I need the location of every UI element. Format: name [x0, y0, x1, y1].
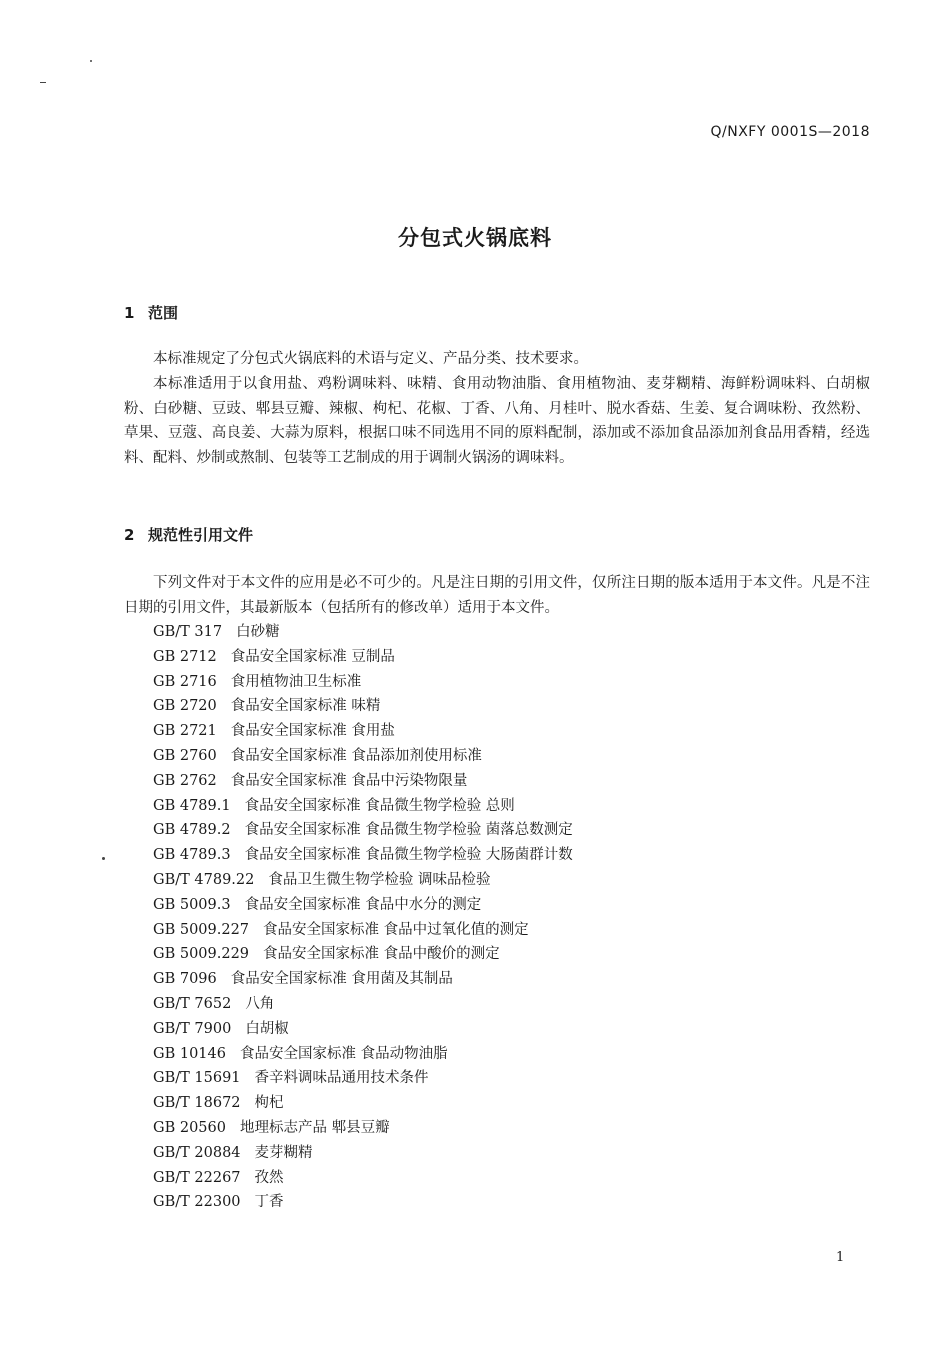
- reference-item: [153, 868, 573, 893]
- reference-title: 食用植物油卫生标准: [230, 673, 362, 690]
- reference-item: [153, 1017, 573, 1042]
- reference-title: 孜然: [254, 1169, 284, 1186]
- section-1-heading: [124, 302, 178, 323]
- reference-code: GB 20560: [153, 1119, 226, 1136]
- section-number: 1: [124, 304, 135, 322]
- reference-code: GB 7096: [153, 971, 217, 988]
- reference-item: [153, 918, 573, 943]
- reference-code: GB 2720: [153, 698, 217, 715]
- reference-item: [153, 1091, 573, 1116]
- references-intro-paragraph: 下列文件对于本文件的应用是必不可少的。凡是注日期的引用文件，仅所注日期的版本适用于本文件。凡是不注日期的引用文件，其最新版本（包括所有的修改单）适用于本文件。: [124, 575, 870, 616]
- reference-title: 食品安全国家标准 食品中酸价的测定: [263, 946, 500, 963]
- reference-title: 食品安全国家标准 食品微生物学检验 总则: [244, 797, 515, 814]
- reference-title: 麦芽糊精: [254, 1144, 313, 1161]
- reference-code: GB 10146: [153, 1045, 226, 1062]
- reference-title: 食品安全国家标准 食品添加剂使用标准: [230, 747, 482, 764]
- reference-title: 白胡椒: [245, 1020, 289, 1037]
- reference-code: GB 4789.3: [153, 847, 231, 864]
- reference-code: GB/T 22300: [153, 1194, 241, 1211]
- reference-title: 八角: [245, 995, 275, 1012]
- reference-code: GB/T 4789.22: [153, 871, 255, 888]
- reference-title: 食品安全国家标准 食品中过氧化值的测定: [263, 921, 529, 938]
- reference-item: [153, 1141, 573, 1166]
- reference-item: [153, 1166, 573, 1191]
- reference-title: 食品安全国家标准 味精: [230, 698, 381, 715]
- reference-code: GB 2716: [153, 673, 217, 690]
- reference-code: GB 2762: [153, 772, 217, 789]
- reference-item: [153, 620, 573, 645]
- reference-code: GB 5009.227: [153, 921, 250, 938]
- reference-title: 食品安全国家标准 食品中污染物限量: [230, 772, 468, 789]
- reference-title: 枸杞: [254, 1095, 284, 1112]
- reference-item: [153, 670, 573, 695]
- standard-code: Q/NXFY 0001S—2018: [710, 124, 870, 140]
- reference-title: 食品安全国家标准 食用盐: [230, 723, 395, 740]
- reference-title: 食品安全国家标准 豆制品: [230, 648, 395, 665]
- reference-item: [153, 1042, 573, 1067]
- scan-speck: [102, 857, 105, 860]
- reference-item: [153, 1190, 573, 1215]
- reference-code: GB 2760: [153, 747, 217, 764]
- reference-title: 食品安全国家标准 食品微生物学检验 大肠菌群计数: [244, 847, 573, 864]
- reference-item: [153, 694, 573, 719]
- scan-speck: [90, 60, 92, 62]
- reference-title: 食品安全国家标准 食品微生物学检验 菌落总数测定: [244, 822, 573, 839]
- reference-code: GB 2721: [153, 723, 217, 740]
- reference-list: [153, 620, 573, 1215]
- reference-code: GB 5009.229: [153, 946, 250, 963]
- reference-title: 丁香: [254, 1194, 284, 1211]
- reference-item: [153, 967, 573, 992]
- reference-item: [153, 942, 573, 967]
- reference-code: GB 2712: [153, 648, 217, 665]
- reference-code: GB/T 7652: [153, 995, 232, 1012]
- reference-item: [153, 719, 573, 744]
- document-title: 分包式火锅底料: [398, 226, 552, 250]
- reference-code: GB/T 18672: [153, 1095, 241, 1112]
- page-number: 1: [836, 1250, 845, 1265]
- reference-code: GB 4789.2: [153, 822, 231, 839]
- scope-paragraph-2: 本标准适用于以食用盐、鸡粉调味料、味精、食用动物油脂、食用植物油、麦芽糊精、海鲜粉调味料、白胡椒粉、白砂糖、豆豉、郫县豆瓣、辣椒、枸杞、花椒、丁香、八角、月桂叶、脱水香菇、生姜、复合调味粉、孜然粉、草果、豆蔻、高良姜、大蒜为原料，根据口味不同选用不同的原料配制，添加或不添加食品添加剂食品用香精，经选料、配料、炒制或熬制、包装等工艺制成的用于调制火锅汤的调味料。: [124, 376, 870, 467]
- reference-code: GB/T 22267: [153, 1169, 241, 1186]
- reference-item: [153, 1116, 573, 1141]
- reference-code: GB 4789.1: [153, 797, 231, 814]
- reference-item: [153, 794, 573, 819]
- section-number: 2: [124, 526, 135, 544]
- reference-item: [153, 645, 573, 670]
- reference-item: [153, 1066, 573, 1091]
- reference-code: GB 5009.3: [153, 896, 231, 913]
- scope-paragraph-1: 本标准规定了分包式火锅底料的术语与定义、产品分类、技术要求。: [153, 351, 588, 367]
- reference-title: 地理标志产品 郫县豆瓣: [239, 1119, 390, 1136]
- section-2-heading: [124, 524, 253, 545]
- reference-title: 食品安全国家标准 食用菌及其制品: [230, 971, 453, 988]
- reference-title: 食品卫生微生物学检验 调味品检验: [268, 871, 491, 888]
- scan-speck: [40, 82, 46, 83]
- reference-title: 白砂糖: [236, 624, 280, 640]
- section-title: 规范性引用文件: [148, 526, 254, 544]
- reference-code: GB/T 20884: [153, 1144, 241, 1161]
- reference-title: 食品安全国家标准 食品中水分的测定: [244, 896, 482, 913]
- reference-item: [153, 818, 573, 843]
- reference-title: 香辛料调味品通用技术条件: [254, 1070, 429, 1087]
- reference-code: GB/T 317: [153, 624, 223, 640]
- reference-code: GB/T 15691: [153, 1070, 241, 1087]
- section-title: 范围: [148, 304, 179, 322]
- reference-code: GB/T 7900: [153, 1020, 232, 1037]
- reference-item: [153, 992, 573, 1017]
- reference-item: [153, 893, 573, 918]
- reference-title: 食品安全国家标准 食品动物油脂: [239, 1045, 448, 1062]
- reference-item: [153, 769, 573, 794]
- reference-item: [153, 744, 573, 769]
- reference-item: [153, 843, 573, 868]
